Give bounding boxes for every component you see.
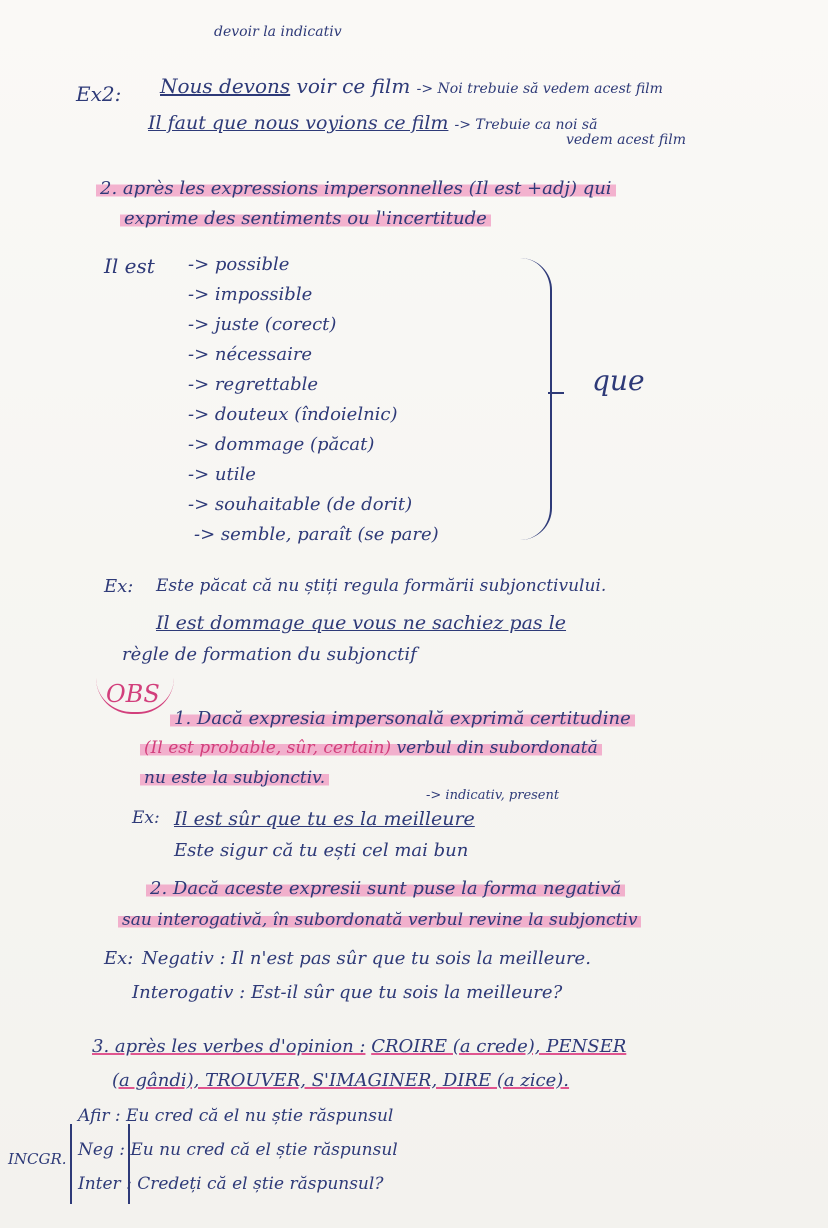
section2-ex-line1: Este păcat că nu știți regula formării subjonctivului. — [156, 576, 607, 596]
obs-ex1-note: -> indicativ, present — [426, 788, 560, 803]
brace-shape — [520, 258, 552, 540]
ex2-line2-a: Il faut que nous voyions ce film — [148, 112, 449, 134]
il-est-item: -> dommage (păcat) — [188, 434, 375, 455]
section3-verbs: CROIRE (a crede), PENSER — [371, 1036, 627, 1057]
il-est-item: -> regrettable — [188, 374, 319, 395]
obs-ex2-line1: Negativ : Il n'est pas sûr que tu sois la meilleure. — [142, 948, 591, 969]
ex2-line3: vedem acest film — [566, 132, 686, 148]
section3-heading: 3. après les verbes d'opinion : — [92, 1036, 366, 1057]
obs-ex1-line1: Il est sûr que tu es la meilleure — [174, 808, 475, 830]
brace-tip — [548, 392, 564, 394]
obs-p1-line3: nu este la subjonctiv. — [140, 768, 329, 788]
ex2-line2-b: -> Trebuie ca noi să — [454, 117, 598, 133]
ex2-line2 — [148, 112, 597, 134]
il-est-item: -> semble, paraît (se pare) — [194, 524, 439, 545]
section3-neg: Neg : Eu nu cred că el știe răspunsul — [78, 1140, 398, 1160]
obs-label: OBS — [106, 680, 160, 708]
section3-afir: Afir : Eu cred că el nu știe răspunsul — [78, 1106, 394, 1126]
obs-p2-line2: sau interogativă, în subordonată verbul revine la subjonctiv — [118, 910, 641, 930]
il-est-item: -> utile — [188, 464, 256, 485]
obs-ex2-line2: Interogativ : Est-il sûr que tu sois la meilleure? — [132, 982, 563, 1003]
obs-underline — [96, 678, 174, 714]
ex2-line1 — [160, 74, 663, 98]
section3-line2: (a gândi), TROUVER, S'IMAGINER, DIRE (a zice). — [112, 1070, 570, 1091]
ex2-label: Ex2: — [76, 82, 122, 106]
obs-p1-verb: verbul din subordonată — [396, 738, 598, 758]
obs-p1-line2 — [140, 738, 602, 758]
section2-heading-line2: exprime des sentiments ou l'incertitude — [120, 208, 491, 229]
obs-p1-line1: 1. Dacă expresia impersonală exprimă certitudine — [170, 708, 635, 729]
section2-heading-line1: 2. après les expressions impersonnelles (Il est +adj) qui — [96, 178, 616, 199]
il-est-item: -> possible — [188, 254, 290, 275]
il-est-item: -> impossible — [188, 284, 313, 305]
ex2-line1-c: -> Noi trebuie să vedem acest film — [416, 81, 663, 97]
section2-ex-line2: Il est dommage que vous ne sachiez pas le — [156, 612, 567, 634]
obs-ex2-label: Ex: — [104, 948, 134, 969]
section3-side-label: INCGR. — [8, 1150, 67, 1168]
section3-inter: Inter : Credeți că el știe răspunsul? — [78, 1174, 384, 1194]
obs-ex1-line2: Este sigur că tu ești cel mai bun — [174, 840, 469, 861]
ex2-line1-a: Nous devons — [160, 74, 291, 98]
obs-ex1-label: Ex: — [132, 808, 160, 828]
section2-ex-line3: règle de formation du subjonctif — [122, 644, 417, 665]
que-label: que — [592, 364, 645, 397]
obs-p1-certainty: (Il est probable, sûr, certain) — [144, 738, 392, 758]
header-note: devoir la indicativ — [214, 24, 342, 40]
ex2-line1-b: voir ce film — [296, 74, 411, 98]
section3-bar-left — [70, 1124, 72, 1204]
obs-p2-line1: 2. Dacă aceste expresii sunt puse la forma negativă — [146, 878, 625, 899]
il-est-item: -> douteux (îndoielnic) — [188, 404, 398, 425]
il-est-item: -> souhaitable (de dorit) — [188, 494, 413, 515]
il-est-item: -> nécessaire — [188, 344, 313, 365]
il-est-label: Il est — [104, 254, 155, 278]
section3-line1 — [92, 1036, 626, 1057]
il-est-item: -> juste (corect) — [188, 314, 337, 335]
section2-ex-label: Ex: — [104, 576, 134, 597]
